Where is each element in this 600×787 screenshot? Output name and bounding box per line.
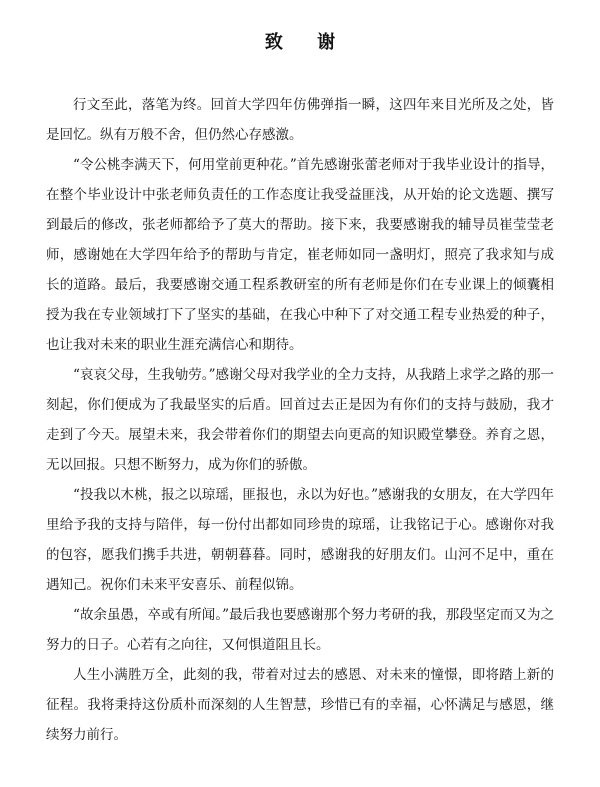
paragraph-closing: 人生小满胜万全，此刻的我，带着对过去的感恩、对未来的憧憬，即将踏上新的征程。我将秉持这份质朴而深刻的人生智慧，珍惜已有的幸福，心怀满足与感恩，继续努力前行。 (46, 667, 554, 743)
paragraph-parents: “哀哀父母，生我劬劳。”感谢父母对我学业的全力支持，从我踏上求学之路的那一刻起，你们便成为了我最坚实的后盾。回首过去正是因为有你们的支持与鼓励，我才走到了今天。展望未来，我会带着你们的期望去向更高的知识殿堂攀登。养育之恩，无以回报。只想不断努力，成为你们的骄傲。 (46, 367, 554, 473)
paragraph-intro: 行文至此，落笔为终。回首大学四年仿佛弹指一瞬，这四年来目光所及之处，皆是回忆。纵有万般不舍，但仍然心存感激。 (46, 97, 554, 143)
paragraph-self: “故余虽愚，卒或有所闻。”最后我也要感谢那个努力考研的我，那段坚定而又为之努力的日子。心若有之向往，又何惧道阻且长。 (46, 607, 554, 653)
page-title: 致 谢 (264, 32, 350, 53)
paragraph-teachers: “令公桃李满天下，何用堂前更种花。”首先感谢张蕾老师对于我毕业设计的指导，在整个毕业设计中张老师负责任的工作态度让我受益匪浅，从开始的论文选题、撰写到最后的修改，张老师都给予了莫大的帮助。接下来，我要感谢我的辅导员崔莹莹老师，感谢她在大学四年给予的帮助与肯定，崔老师如同一盏明灯，照亮了我求知与成长的道路。最后，我要感谢交通工程系教研室的所有老师是你们在专业课上的倾囊相授为我在专业领域打下了坚实的基础，在我心中种下了对交通工程专业热爱的种子，也让我对未来的职业生涯充满信心和期待。 (46, 157, 554, 353)
paragraph-girlfriend-friends: “投我以木桃，报之以琼瑶，匪报也，永以为好也。”感谢我的女朋友，在大学四年里给予我的支持与陪伴，每一份付出都如同珍贵的琼瑶，让我铭记于心。感谢你对我的包容，愿我们携手共进，朝朝暮暮。同时，感谢我的好朋友们。山河不足中，重在遇知己。祝你们未来平安喜乐、前程似锦。 (46, 487, 554, 593)
